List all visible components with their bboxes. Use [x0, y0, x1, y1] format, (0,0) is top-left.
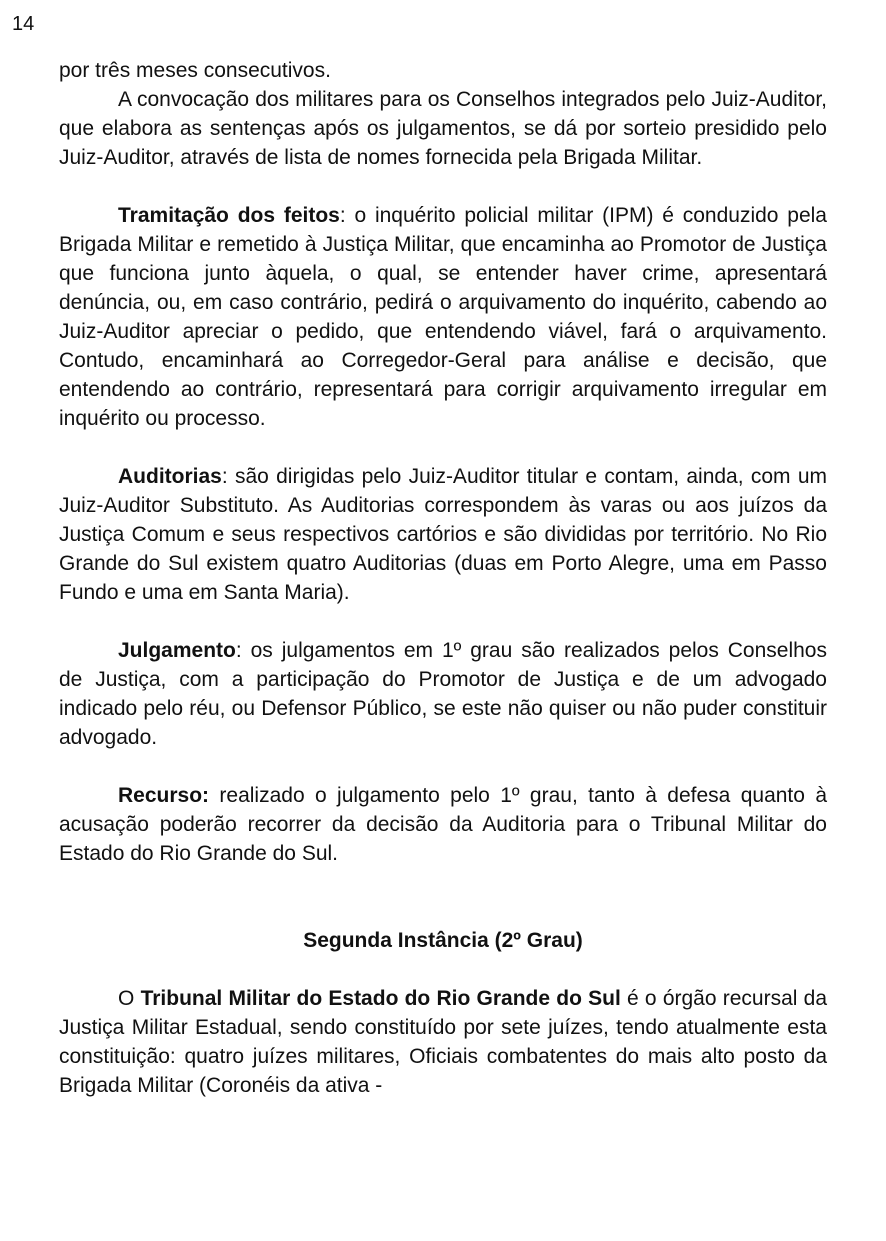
paragraph-continuation: por três meses consecutivos. — [59, 59, 331, 82]
paragraph-tramitacao — [59, 201, 827, 433]
term-tramitacao: Tramitação dos feitos — [118, 204, 340, 227]
term-recurso: Recurso: — [118, 784, 210, 807]
page-number: 14 — [12, 13, 35, 35]
paragraph-tribunal-pre: O — [118, 987, 141, 1010]
document-body — [59, 56, 827, 1100]
paragraph-recurso-text: realizado o julgamento pelo 1º grau, tanto à defesa quanto à acusação poderão recorrer da decisão da Auditoria para o Tribunal Militar do Estado do Rio Grande do Sul. — [59, 784, 827, 865]
paragraph-tramitacao-text: : o inquérito policial militar (IPM) é conduzido pela Brigada Militar e remetido à Justiça Militar, que encaminha ao Promotor de Justiça que funciona junto àquela, o qual, se entender haver crime, apresentará denúncia, ou, em caso contrário, pedirá o arquivamento do inquérito, cabendo ao Juiz-Auditor apreciar o pedido, que entendendo viável, fará o arquivamento. Contudo, encaminhará ao Corregedor-Geral para análise e decisão, que entendendo ao contrário, representará para corrigir arquivamento irregular em inquérito ou processo. — [59, 204, 827, 430]
paragraph-auditorias-text: : são dirigidas pelo Juiz-Auditor titular e contam, ainda, com um Juiz-Auditor Substituto. As Auditorias correspondem às varas ou aos juízos da Justiça Comum e seus respectivos cartórios e são divididas por território. No Rio Grande do Sul existem quatro Auditorias (duas em Porto Alegre, uma em Passo Fundo e uma em Santa Maria). — [59, 465, 827, 604]
paragraph-julgamento — [59, 636, 827, 752]
section-heading: Segunda Instância (2º Grau) — [303, 929, 583, 952]
term-auditorias: Auditorias — [118, 465, 222, 488]
paragraph-tribunal-text: é o órgão recursal da Justiça Militar Estadual, sendo constituído por sete juízes, tendo atualmente esta constituição: quatro juízes militares, Oficiais combatentes do mais alto posto da Brigada Militar (Coronéis da ativa - — [59, 987, 828, 1097]
paragraph-convocacao: A convocação dos militares para os Conselhos integrados pelo Juiz-Auditor, que elabora as sentenças após os julgamentos, se dá por sorteio presidido pelo Juiz-Auditor, através de lista de nomes fornecida pela Brigada Militar. — [59, 88, 827, 169]
paragraph-julgamento-text: : os julgamentos em 1º grau são realizados pelos Conselhos de Justiça, com a participação do Promotor de Justiça e de um advogado indicado pelo réu, ou Defensor Público, se este não quiser ou não puder constituir advogado. — [59, 639, 827, 749]
term-julgamento: Julgamento — [118, 639, 236, 662]
term-tribunal: Tribunal Militar do Estado do Rio Grande do Sul — [140, 987, 621, 1010]
paragraph-recurso — [59, 781, 827, 868]
paragraph-auditorias — [59, 462, 827, 607]
paragraph-tribunal — [59, 984, 827, 1100]
